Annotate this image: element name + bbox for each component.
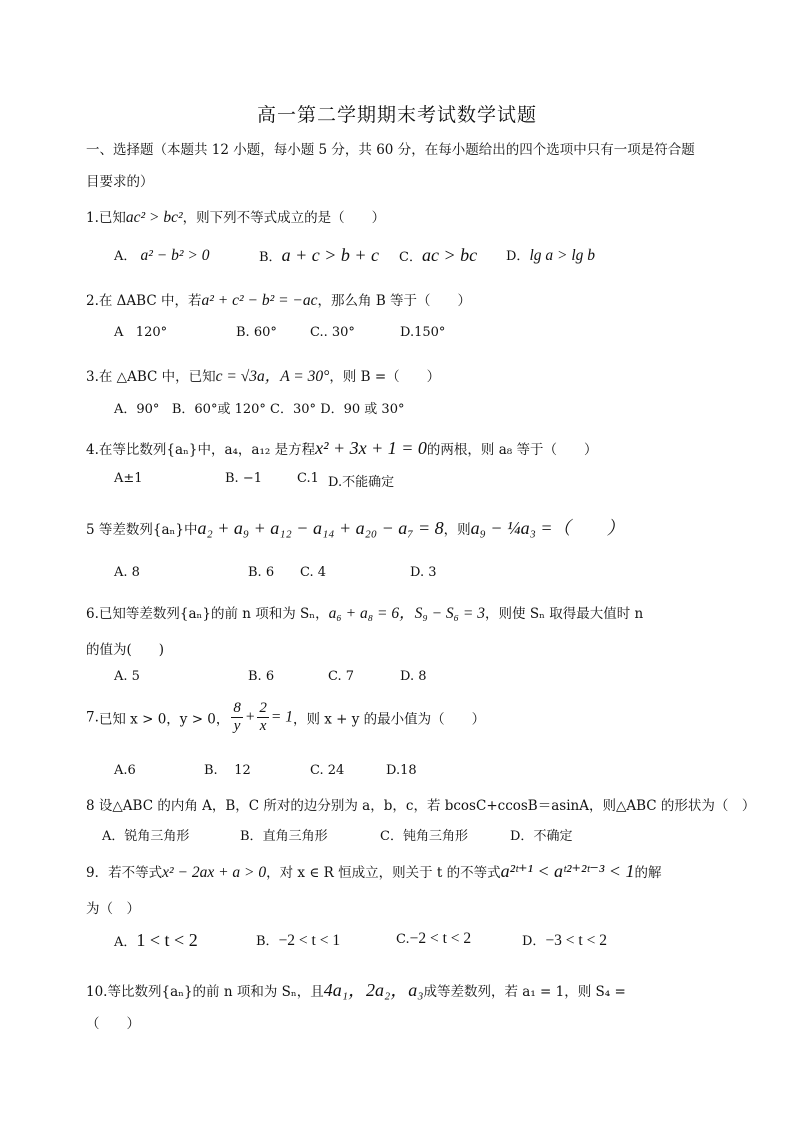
question-4: 4.在等比数列{aₙ}中，a₄，a₁₂ 是方程x² + 3x + 1 = 0的两根，则 a₈ 等于（ ） bbox=[86, 438, 598, 458]
question-6-cont: 的值为( ) bbox=[86, 642, 165, 658]
option-d: D.18 bbox=[386, 763, 417, 778]
question-8-options bbox=[102, 825, 602, 845]
question-2: 2.在 ΔABC 中，若a² + c² − b² = −ac，那么角 B 等于（ ） bbox=[86, 292, 472, 309]
option-c: C．ac > bc bbox=[399, 245, 478, 265]
option-c: C．钝角三角形 bbox=[380, 829, 468, 844]
option-b: B. 6 bbox=[248, 669, 275, 684]
option-a: A 120° bbox=[114, 325, 168, 340]
option-c: C．30° bbox=[270, 402, 317, 417]
option-a: A．锐角三角形 bbox=[102, 829, 190, 844]
option-b: B．a + c > b + c bbox=[259, 245, 379, 265]
section-instructions-cont: 目要求的） bbox=[86, 174, 154, 190]
option-d: D．不确定 bbox=[510, 829, 573, 844]
question-3-options bbox=[114, 398, 434, 418]
option-c: C.1 bbox=[297, 471, 319, 486]
question-3: 3.在 △ABC 中，已知c = √3a，A = 30°，则 B =（ ） bbox=[86, 368, 441, 385]
option-d: D.150° bbox=[400, 325, 446, 340]
question-9-options bbox=[114, 930, 634, 956]
option-c: C.−2 < t < 2 bbox=[396, 930, 472, 947]
option-d: D．−3 < t < 2 bbox=[522, 932, 607, 949]
option-b: B. −1 bbox=[225, 471, 262, 486]
option-d: D. 8 bbox=[400, 669, 427, 684]
section-instructions: 一、选择题（本题共 12 小题，每小题 5 分，共 60 分，在每小题给出的四个选项中只有一项是符合题 bbox=[86, 142, 695, 158]
option-b: B. 6 bbox=[248, 565, 275, 580]
option-b: B. 12 bbox=[204, 763, 251, 778]
option-c: C. 24 bbox=[310, 763, 345, 778]
option-b: B．直角三角形 bbox=[240, 829, 328, 844]
option-d: D.不能确定 bbox=[328, 475, 395, 490]
question-9-cont: 为（ ） bbox=[86, 901, 140, 917]
question-7: 7.已知 x > 0，y > 0， $\frac{8}{y}$ + $\frac{2}{x}$ = 1，则 x + y 的最小值为（ ） bbox=[86, 700, 486, 734]
question-4-options bbox=[114, 471, 434, 491]
option-a: A．90° bbox=[114, 402, 160, 417]
option-a: A.6 bbox=[114, 763, 136, 778]
question-7-options bbox=[114, 763, 454, 783]
option-b: B．−2 < t < 1 bbox=[256, 932, 341, 949]
question-2-options bbox=[114, 325, 474, 345]
question-10: 10.等比数列{aₙ}的前 n 项和为 Sₙ，且4a₁，2a₂，a₃成等差数列，若 a₁ = 1，则 S₄ = bbox=[86, 980, 626, 1000]
question-6-options bbox=[114, 669, 454, 689]
question-10-cont: （ ） bbox=[86, 1016, 140, 1032]
question-5: 5 等差数列{aₙ}中a₂ + a₉ + a₁₂ − a₁₄ + a₂₀ − a₇ = 8，则a₉ − ¼a₃ =（ ） bbox=[86, 518, 625, 538]
option-a: A. 8 bbox=[114, 565, 140, 580]
question-1: 1.已知ac² > bc²，则下列不等式成立的是（ ） bbox=[86, 209, 386, 226]
option-b: B. 60° bbox=[236, 325, 277, 340]
question-6: 6.已知等差数列{aₙ}的前 n 项和为 Sₙ，a₆ + a₈ = 6，S₉ − S₆ = 3，则使 Sₙ 取得最大值时 n bbox=[86, 605, 644, 622]
option-a: A. 5 bbox=[114, 669, 140, 684]
option-a: A．1 < t < 2 bbox=[114, 930, 198, 950]
fraction-2-over-x: $\frac{2}{x}$ bbox=[259, 700, 267, 734]
option-a: A． a² − b² > 0 bbox=[114, 247, 210, 264]
option-d: D. 3 bbox=[410, 565, 437, 580]
option-d: D．lg a > lg b bbox=[506, 247, 596, 264]
question-9: 9．若不等式x² − 2ax + a > 0，对 x ∈ R 恒成立，则关于 t 的不等式a²ᵗ⁺¹ < aᵗ²⁺²ᵗ⁻³ < 1的解 bbox=[86, 861, 662, 881]
option-c: C. 4 bbox=[300, 565, 327, 580]
page-title: 高一第二学期期末考试数学试题 bbox=[256, 104, 537, 126]
question-5-options bbox=[114, 565, 454, 585]
question-1-options bbox=[114, 245, 634, 269]
option-c: C. 7 bbox=[328, 669, 355, 684]
question-8: 8 设△ABC 的内角 A，B，C 所对的边分别为 a，b，c，若 bcosC+ccosB＝asinA，则△ABC 的形状为（ ） bbox=[86, 798, 756, 814]
option-c: C.. 30° bbox=[310, 325, 355, 340]
option-a: A±1 bbox=[114, 471, 143, 486]
option-b: B．60°或 120° bbox=[171, 402, 266, 417]
fraction-8-over-y: $\frac{8}{y}$ bbox=[233, 700, 241, 734]
option-d: D．90 或 30° bbox=[320, 402, 405, 417]
